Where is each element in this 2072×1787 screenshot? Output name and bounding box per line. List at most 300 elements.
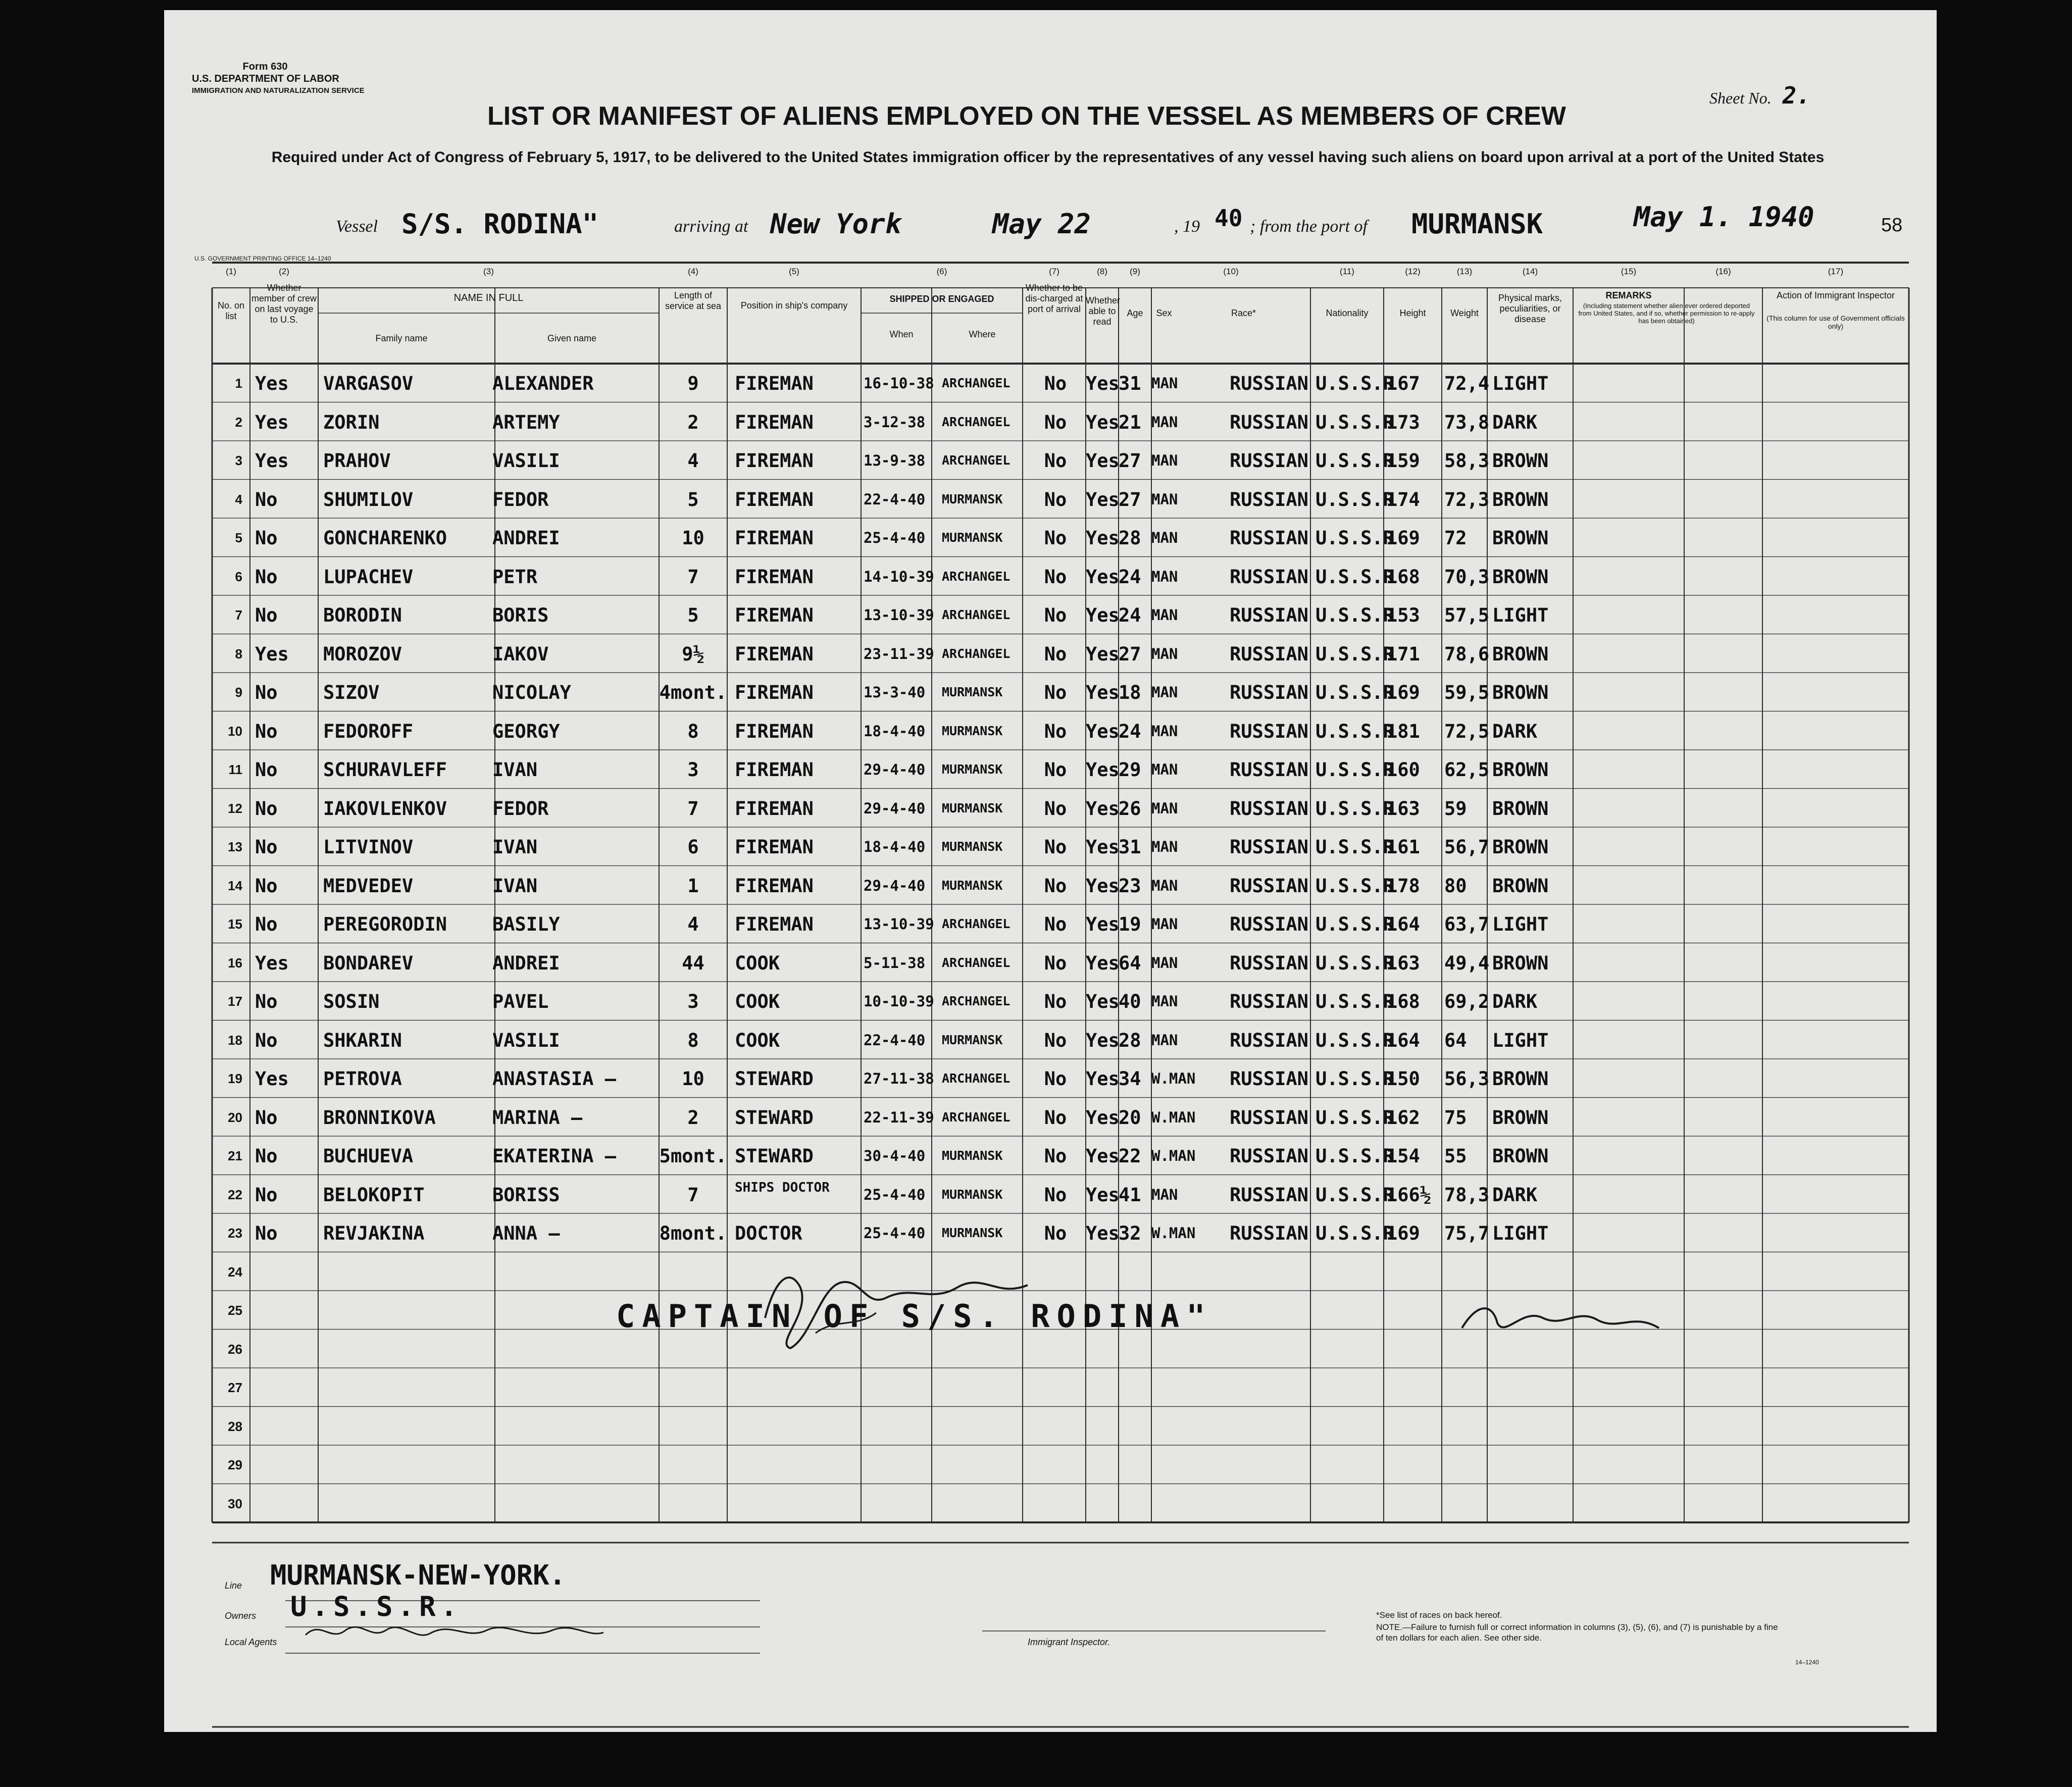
family-name: PETROVA bbox=[323, 1068, 402, 1090]
position-in-company: STEWARD bbox=[735, 1145, 814, 1167]
given-name: ALEXANDER bbox=[492, 373, 594, 394]
family-name: SOSIN bbox=[323, 991, 380, 1012]
shipped-when: 13-10-39 bbox=[864, 915, 934, 933]
position-in-company: FIREMAN bbox=[735, 566, 814, 588]
given-name: ANDREI bbox=[492, 952, 560, 974]
binder-hole bbox=[81, 1423, 104, 1446]
vessel-name: S/S. RODINA" bbox=[401, 208, 599, 240]
nationality: U.S.S.R bbox=[1316, 411, 1394, 433]
page-stamp: 58 bbox=[1881, 215, 1903, 236]
nationality: U.S.S.R bbox=[1316, 1184, 1394, 1206]
previous-voyage: No bbox=[255, 1145, 278, 1167]
header-sex: Sex bbox=[1156, 308, 1172, 318]
document-subtitle: Required under Act of Congress of February 5, 1917, to be delivered to the United States immigration officer by the representatives of any vessel having such aliens on board upon arrival at a port of the United States bbox=[271, 149, 1825, 166]
weight: 78,6 bbox=[1444, 643, 1490, 665]
family-name: SHUMILOV bbox=[323, 488, 414, 510]
weight: 55 bbox=[1444, 1145, 1467, 1167]
weight: 72,3 bbox=[1444, 488, 1490, 510]
shipped-when: 23-11-39 bbox=[864, 645, 934, 662]
row-number: 14 bbox=[228, 878, 242, 893]
family-name: PRAHOV bbox=[323, 450, 391, 472]
length-of-service: 10 bbox=[682, 1068, 704, 1090]
row-number: 8 bbox=[235, 646, 242, 661]
race: RUSSIAN bbox=[1230, 797, 1308, 820]
height: 168 bbox=[1386, 566, 1420, 588]
sex: MAN bbox=[1151, 606, 1178, 624]
position-in-company: COOK bbox=[735, 1029, 780, 1051]
column-number: (4) bbox=[688, 267, 698, 276]
previous-voyage: No bbox=[255, 1029, 278, 1051]
sex: W.MAN bbox=[1151, 1070, 1196, 1087]
manifest-sheet bbox=[164, 10, 1937, 1732]
previous-voyage: No bbox=[255, 566, 278, 588]
nationality: U.S.S.R bbox=[1316, 1106, 1394, 1129]
shipped-where: MURMANSK bbox=[942, 878, 1003, 893]
shipped-when: 25-4-40 bbox=[864, 529, 926, 546]
race: RUSSIAN bbox=[1230, 450, 1308, 472]
column-number: (17) bbox=[1828, 267, 1844, 276]
position-in-company: FIREMAN bbox=[735, 527, 814, 549]
nationality: U.S.S.R bbox=[1316, 682, 1394, 703]
header-action-note: (This column for use of Government officials only) bbox=[1766, 314, 1905, 330]
discharged: No bbox=[1044, 1029, 1067, 1051]
sex: MAN bbox=[1151, 877, 1178, 894]
nationality: U.S.S.R bbox=[1316, 759, 1394, 781]
sex: MAN bbox=[1151, 722, 1178, 740]
shipped-where: ARCHANGEL bbox=[942, 994, 1010, 1008]
row-number: 18 bbox=[228, 1032, 242, 1048]
shipped-when: 22-11-39 bbox=[864, 1108, 934, 1126]
arrival-date: May 22 bbox=[992, 208, 1091, 240]
length-of-service: 9½ bbox=[682, 643, 704, 665]
row-number: 22 bbox=[228, 1187, 242, 1202]
able-to-read: Yes bbox=[1086, 450, 1120, 472]
physical-marks: BROWN bbox=[1492, 797, 1549, 820]
previous-voyage: Yes bbox=[255, 411, 289, 433]
physical-marks: BROWN bbox=[1492, 952, 1549, 974]
position-in-company: COOK bbox=[735, 991, 780, 1012]
race: RUSSIAN bbox=[1230, 1184, 1308, 1206]
shipped-when: 18-4-40 bbox=[864, 722, 926, 740]
header-position: Position in ship's company bbox=[740, 300, 848, 311]
race: RUSSIAN bbox=[1230, 682, 1308, 703]
given-name: MARINA — bbox=[492, 1106, 583, 1129]
shipped-where: ARCHANGEL bbox=[942, 646, 1010, 661]
discharged: No bbox=[1044, 759, 1067, 781]
weight: 75 bbox=[1444, 1106, 1467, 1129]
shipped-when: 22-4-40 bbox=[864, 1031, 926, 1049]
physical-marks: BROWN bbox=[1492, 566, 1549, 588]
position-in-company: DOCTOR bbox=[735, 1222, 802, 1244]
shipped-where: ARCHANGEL bbox=[942, 1071, 1010, 1086]
shipped-where: ARCHANGEL bbox=[942, 453, 1010, 468]
age: 28 bbox=[1119, 1029, 1141, 1051]
shipped-when: 25-4-40 bbox=[864, 1186, 926, 1203]
able-to-read: Yes bbox=[1086, 373, 1120, 394]
physical-marks: BROWN bbox=[1492, 643, 1549, 665]
discharged: No bbox=[1044, 411, 1067, 433]
length-of-service: 4mont. bbox=[659, 682, 727, 703]
able-to-read: Yes bbox=[1086, 1106, 1120, 1129]
arriving-label: arriving at bbox=[674, 217, 748, 236]
nationality: U.S.S.R bbox=[1316, 643, 1394, 665]
height: 163 bbox=[1386, 952, 1420, 974]
length-of-service: 8 bbox=[687, 1029, 699, 1051]
given-name: FEDOR bbox=[492, 488, 549, 510]
header-last-voyage: Whether member of crew on last voyage to U.S. bbox=[251, 283, 317, 325]
height: 164 bbox=[1386, 913, 1420, 935]
discharged: No bbox=[1044, 488, 1067, 510]
shipped-where: ARCHANGEL bbox=[942, 569, 1010, 584]
owners-label: Owners bbox=[225, 1611, 257, 1621]
shipped-when: 14-10-39 bbox=[864, 568, 934, 585]
sex: MAN bbox=[1151, 375, 1178, 392]
departure-date: May 1. 1940 bbox=[1634, 201, 1814, 233]
discharged: No bbox=[1044, 913, 1067, 935]
previous-voyage: No bbox=[255, 720, 278, 742]
physical-marks: BROWN bbox=[1492, 1106, 1549, 1129]
age: 40 bbox=[1119, 991, 1141, 1012]
row-number: 2 bbox=[235, 414, 242, 430]
position-in-company: STEWARD bbox=[735, 1106, 814, 1129]
physical-marks: DARK bbox=[1492, 1184, 1538, 1206]
arrival-port: New York bbox=[770, 208, 902, 240]
service-name: IMMIGRATION AND NATURALIZATION SERVICE bbox=[192, 86, 365, 95]
nationality: U.S.S.R bbox=[1316, 488, 1394, 510]
column-number: (2) bbox=[279, 267, 289, 276]
length-of-service: 6 bbox=[687, 836, 699, 858]
length-of-service: 8mont. bbox=[659, 1222, 727, 1244]
shipped-where: ARCHANGEL bbox=[942, 916, 1010, 931]
position-in-company: FIREMAN bbox=[735, 373, 814, 394]
family-name: MOROZOV bbox=[323, 643, 402, 665]
column-number: (5) bbox=[789, 267, 799, 276]
physical-marks: LIGHT bbox=[1492, 913, 1549, 935]
position-in-company: COOK bbox=[735, 952, 780, 974]
discharged: No bbox=[1044, 1106, 1067, 1129]
weight: 64 bbox=[1444, 1029, 1467, 1051]
row-number: 13 bbox=[228, 839, 242, 854]
height: 174 bbox=[1386, 488, 1420, 510]
column-number: (14) bbox=[1522, 267, 1538, 276]
races-note: *See list of races on back hereof. bbox=[1376, 1610, 1502, 1620]
given-name: VASILI bbox=[492, 450, 560, 472]
age: 23 bbox=[1119, 875, 1141, 897]
physical-marks: DARK bbox=[1492, 991, 1538, 1012]
given-name: BORISS bbox=[492, 1184, 560, 1206]
header-family-name: Family name bbox=[375, 333, 428, 343]
position-in-company: FIREMAN bbox=[735, 875, 814, 897]
sex: MAN bbox=[1151, 568, 1178, 585]
race: RUSSIAN bbox=[1230, 527, 1308, 549]
binder-hole bbox=[81, 1108, 104, 1132]
shipped-where: MURMANSK bbox=[942, 491, 1003, 506]
sex: MAN bbox=[1151, 838, 1178, 855]
length-of-service: 4 bbox=[687, 913, 699, 935]
length-of-service: 5 bbox=[687, 488, 699, 510]
line-label: Line bbox=[225, 1580, 242, 1591]
line-value: MURMANSK-NEW-YORK. bbox=[270, 1559, 566, 1591]
sex: W.MAN bbox=[1151, 1108, 1196, 1126]
height: 160 bbox=[1386, 759, 1420, 781]
discharged: No bbox=[1044, 604, 1067, 626]
nationality: U.S.S.R bbox=[1316, 913, 1394, 935]
discharged: No bbox=[1044, 373, 1067, 394]
discharged: No bbox=[1044, 527, 1067, 549]
row-number: 15 bbox=[228, 916, 242, 932]
header-length-service: Length of service at sea bbox=[665, 290, 722, 311]
able-to-read: Yes bbox=[1086, 527, 1120, 549]
failure-note: NOTE.—Failure to furnish full or correct information in columns (3), (5), (6), and (7) is punishable by a fine of ten dollars for each alien. See other side. bbox=[1376, 1622, 1778, 1643]
previous-voyage: Yes bbox=[255, 373, 289, 394]
family-name: BELOKOPIT bbox=[323, 1184, 425, 1206]
height: 150 bbox=[1386, 1068, 1420, 1090]
height: 162 bbox=[1386, 1106, 1420, 1129]
header-weight: Weight bbox=[1450, 308, 1479, 318]
race: RUSSIAN bbox=[1230, 952, 1308, 974]
sex: MAN bbox=[1151, 954, 1178, 972]
weight: 80 bbox=[1444, 875, 1467, 897]
weight: 49,4 bbox=[1444, 952, 1490, 974]
height: 171 bbox=[1386, 643, 1420, 665]
able-to-read: Yes bbox=[1086, 836, 1120, 858]
length-of-service: 9 bbox=[687, 373, 699, 394]
given-name: FEDOR bbox=[492, 797, 549, 820]
able-to-read: Yes bbox=[1086, 643, 1120, 665]
shipped-when: 13-10-39 bbox=[864, 606, 934, 624]
column-number: (3) bbox=[483, 267, 494, 276]
family-name: PEREGORODIN bbox=[323, 913, 447, 935]
physical-marks: LIGHT bbox=[1492, 1222, 1549, 1244]
given-name: BORIS bbox=[492, 604, 549, 626]
column-number: (10) bbox=[1223, 267, 1239, 276]
arrival-year: 40 bbox=[1215, 205, 1243, 232]
able-to-read: Yes bbox=[1086, 875, 1120, 897]
height: 161 bbox=[1386, 836, 1420, 858]
shipped-when: 29-4-40 bbox=[864, 799, 926, 817]
age: 28 bbox=[1119, 527, 1141, 549]
shipped-where: ARCHANGEL bbox=[942, 1109, 1010, 1125]
weight: 56,3 bbox=[1444, 1068, 1490, 1090]
nationality: U.S.S.R bbox=[1316, 1145, 1394, 1167]
age: 64 bbox=[1119, 952, 1141, 974]
row-number: 20 bbox=[228, 1109, 242, 1125]
column-number: (11) bbox=[1340, 267, 1354, 276]
row-number: 10 bbox=[228, 723, 242, 739]
discharged: No bbox=[1044, 952, 1067, 974]
sex: MAN bbox=[1151, 529, 1178, 546]
position-in-company: FIREMAN bbox=[735, 643, 814, 665]
given-name: ANNA — bbox=[492, 1222, 560, 1244]
previous-voyage: Yes bbox=[255, 1068, 289, 1090]
column-number: (15) bbox=[1621, 267, 1637, 276]
column-number: (8) bbox=[1097, 267, 1107, 276]
header-name-in-full: NAME IN FULL bbox=[453, 292, 524, 303]
shipped-where: MURMANSK bbox=[942, 723, 1003, 738]
row-number: 11 bbox=[228, 762, 242, 777]
height: 169 bbox=[1386, 1222, 1420, 1244]
length-of-service: 8 bbox=[687, 720, 699, 742]
department-name: U.S. DEPARTMENT OF LABOR bbox=[192, 73, 339, 84]
previous-voyage: No bbox=[255, 1184, 278, 1206]
shipped-where: ARCHANGEL bbox=[942, 955, 1010, 970]
length-of-service: 4 bbox=[687, 450, 699, 472]
shipped-when: 16-10-38 bbox=[864, 375, 934, 392]
nationality: U.S.S.R bbox=[1316, 797, 1394, 820]
able-to-read: Yes bbox=[1086, 1068, 1120, 1090]
given-name: NICOLAY bbox=[492, 682, 571, 703]
family-name: ZORIN bbox=[323, 411, 380, 433]
sex: MAN bbox=[1151, 413, 1178, 431]
column-number: (9) bbox=[1130, 267, 1140, 276]
weight: 78,3 bbox=[1444, 1184, 1490, 1206]
family-name: BORODIN bbox=[323, 604, 402, 626]
length-of-service: 10 bbox=[682, 527, 704, 549]
sex: MAN bbox=[1151, 993, 1178, 1010]
length-of-service: 2 bbox=[687, 411, 699, 433]
able-to-read: Yes bbox=[1086, 1184, 1120, 1206]
family-name: BRONNIKOVA bbox=[323, 1106, 436, 1129]
column-number: (13) bbox=[1456, 267, 1473, 276]
previous-voyage: No bbox=[255, 604, 278, 626]
form-code: 14–1240 bbox=[1795, 1659, 1819, 1666]
age: 34 bbox=[1119, 1068, 1141, 1090]
physical-marks: BROWN bbox=[1492, 682, 1549, 703]
captain-line: CAPTAIN OF S/S. RODINA" bbox=[616, 1298, 1212, 1335]
length-of-service: 5 bbox=[687, 604, 699, 626]
sex: MAN bbox=[1151, 684, 1178, 701]
physical-marks: LIGHT bbox=[1492, 373, 1549, 394]
position-in-company: FIREMAN bbox=[735, 759, 814, 781]
able-to-read: Yes bbox=[1086, 604, 1120, 626]
given-name: VASILI bbox=[492, 1029, 560, 1051]
discharged: No bbox=[1044, 643, 1067, 665]
owners-value: U.S.S.R. bbox=[290, 1591, 463, 1622]
captain-signature bbox=[745, 1257, 1199, 1358]
agents-signature bbox=[300, 1615, 614, 1650]
nationality: U.S.S.R bbox=[1316, 373, 1394, 394]
position-in-company: FIREMAN bbox=[735, 682, 814, 703]
shipped-when: 10-10-39 bbox=[864, 993, 934, 1010]
header-able-read: Whether able to read bbox=[1086, 295, 1121, 327]
race: RUSSIAN bbox=[1230, 1106, 1308, 1129]
row-number: 28 bbox=[228, 1418, 242, 1434]
nationality: U.S.S.R bbox=[1316, 566, 1394, 588]
nationality: U.S.S.R bbox=[1316, 875, 1394, 897]
family-name: SIZOV bbox=[323, 682, 380, 703]
sex: MAN bbox=[1151, 915, 1178, 933]
sex: MAN bbox=[1151, 452, 1178, 469]
sheet-value: 2. bbox=[1782, 82, 1811, 109]
shipped-when: 22-4-40 bbox=[864, 490, 926, 508]
height: 159 bbox=[1386, 450, 1420, 472]
family-name: BONDAREV bbox=[323, 952, 414, 974]
age: 32 bbox=[1119, 1222, 1141, 1244]
nationality: U.S.S.R bbox=[1316, 1068, 1394, 1090]
family-name: GONCHARENKO bbox=[323, 527, 447, 549]
discharged: No bbox=[1044, 875, 1067, 897]
family-name: BUCHUEVA bbox=[323, 1145, 414, 1167]
row-number: 3 bbox=[235, 453, 242, 468]
given-name: IVAN bbox=[492, 759, 538, 781]
length-of-service: 2 bbox=[687, 1106, 699, 1129]
sex: MAN bbox=[1151, 1031, 1178, 1049]
given-name: ANDREI bbox=[492, 527, 560, 549]
discharged: No bbox=[1044, 450, 1067, 472]
race: RUSSIAN bbox=[1230, 759, 1308, 781]
given-name: BASILY bbox=[492, 913, 560, 935]
height: 168 bbox=[1386, 991, 1420, 1012]
header-where: Where bbox=[969, 329, 996, 339]
able-to-read: Yes bbox=[1086, 1222, 1120, 1244]
binder-hole bbox=[81, 228, 104, 251]
family-name: SHKARIN bbox=[323, 1029, 402, 1051]
given-name: IVAN bbox=[492, 875, 538, 897]
position-in-company: FIREMAN bbox=[735, 797, 814, 820]
shipped-when: 13-3-40 bbox=[864, 684, 926, 701]
form-number: Form 630 bbox=[242, 61, 288, 72]
age: 27 bbox=[1119, 450, 1141, 472]
header-no-on-list: No. on list bbox=[217, 300, 245, 321]
shipped-when: 13-9-38 bbox=[864, 452, 926, 469]
sex: W.MAN bbox=[1151, 1224, 1196, 1242]
shipped-where: ARCHANGEL bbox=[942, 414, 1010, 429]
weight: 59 bbox=[1444, 797, 1467, 820]
physical-marks: DARK bbox=[1492, 720, 1538, 742]
position-in-company: FIREMAN bbox=[735, 411, 814, 433]
height: 153 bbox=[1386, 604, 1420, 626]
previous-voyage: No bbox=[255, 488, 278, 510]
row-number: 30 bbox=[228, 1496, 242, 1511]
weight: 75,7 bbox=[1444, 1222, 1490, 1244]
header-physical-marks: Physical marks, peculiarities, or disease bbox=[1498, 293, 1562, 324]
shipped-when: 27-11-38 bbox=[864, 1070, 934, 1087]
shipped-when: 5-11-38 bbox=[864, 954, 926, 972]
given-name: IAKOV bbox=[492, 643, 549, 665]
shipped-where: MURMANSK bbox=[942, 1148, 1003, 1163]
printer-line: U.S. GOVERNMENT PRINTING OFFICE 14–1240 bbox=[194, 255, 331, 262]
position-in-company: FIREMAN bbox=[735, 913, 814, 935]
previous-voyage: Yes bbox=[255, 643, 289, 665]
row-number: 16 bbox=[228, 955, 242, 971]
sex: MAN bbox=[1151, 799, 1178, 817]
family-name: REVJAKINA bbox=[323, 1222, 425, 1244]
given-name: GEORGY bbox=[492, 720, 560, 742]
weight: 58,3 bbox=[1444, 450, 1490, 472]
shipped-where: MURMANSK bbox=[942, 1187, 1003, 1202]
physical-marks: BROWN bbox=[1492, 1068, 1549, 1090]
discharged: No bbox=[1044, 991, 1067, 1012]
race: RUSSIAN bbox=[1230, 875, 1308, 897]
discharged: No bbox=[1044, 797, 1067, 820]
shipped-where: MURMANSK bbox=[942, 762, 1003, 777]
able-to-read: Yes bbox=[1086, 720, 1120, 742]
race: RUSSIAN bbox=[1230, 1222, 1308, 1244]
nationality: U.S.S.R bbox=[1316, 527, 1394, 549]
sex: MAN bbox=[1151, 1186, 1178, 1203]
vessel-label: Vessel bbox=[336, 217, 378, 236]
header-when: When bbox=[889, 329, 914, 339]
length-of-service: 5mont. bbox=[659, 1145, 727, 1167]
shipped-when: 29-4-40 bbox=[864, 877, 926, 894]
physical-marks: BROWN bbox=[1492, 450, 1549, 472]
shipped-where: MURMANSK bbox=[942, 1226, 1003, 1240]
physical-marks: BROWN bbox=[1492, 875, 1549, 897]
discharged: No bbox=[1044, 1222, 1067, 1244]
height: 169 bbox=[1386, 527, 1420, 549]
race: RUSSIAN bbox=[1230, 1068, 1308, 1090]
age: 27 bbox=[1119, 488, 1141, 510]
